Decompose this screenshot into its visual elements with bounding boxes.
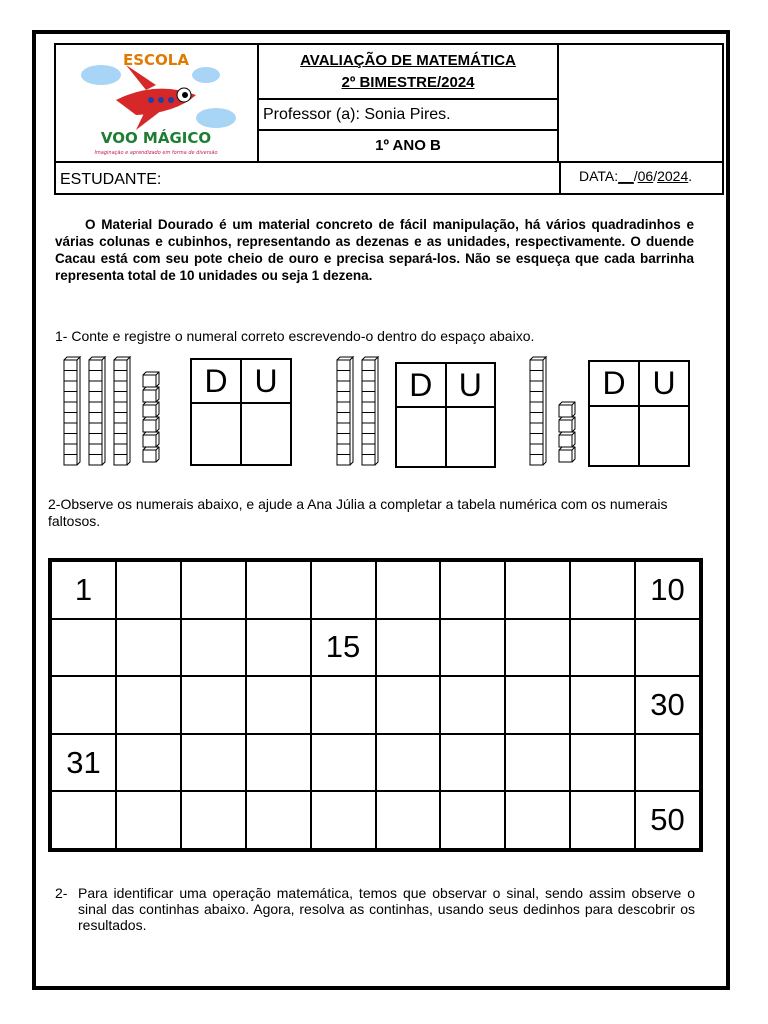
du-answer-u[interactable]	[242, 400, 290, 464]
du-label-u: U	[254, 363, 278, 399]
student-label: ESTUDANTE:	[60, 171, 162, 188]
table-cell[interactable]	[570, 561, 635, 619]
unit-cube	[559, 447, 575, 462]
question-3	[55, 885, 695, 933]
du-answer-d[interactable]	[192, 400, 242, 464]
table-cell[interactable]	[505, 676, 570, 734]
table-cell[interactable]	[505, 791, 570, 849]
unit-cube	[143, 372, 159, 387]
table-cell[interactable]	[311, 791, 376, 849]
exam-period: 2º BIMESTRE/2024	[341, 74, 475, 91]
date-sep-2: /	[653, 168, 658, 184]
date-end: .	[688, 168, 693, 184]
du-label-d: D	[192, 360, 242, 402]
table-cell[interactable]	[116, 619, 181, 677]
header-table	[54, 43, 724, 195]
table-cell[interactable]	[246, 676, 311, 734]
table-cell[interactable]: 50	[635, 791, 700, 849]
table-cell[interactable]	[181, 791, 246, 849]
material-group-3	[528, 355, 588, 470]
du-answer-u[interactable]	[640, 403, 688, 465]
ten-bar	[337, 357, 353, 465]
du-answer-u[interactable]	[447, 404, 495, 466]
du-label-u: U	[458, 367, 482, 403]
table-cell[interactable]	[570, 791, 635, 849]
table-cell[interactable]	[505, 561, 570, 619]
table-cell[interactable]	[246, 561, 311, 619]
table-cell[interactable]: 31	[51, 734, 116, 792]
table-cell[interactable]: 30	[635, 676, 700, 734]
table-cell[interactable]	[311, 676, 376, 734]
table-cell[interactable]	[376, 561, 441, 619]
du-label-d: D	[397, 364, 447, 406]
table-cell[interactable]	[440, 791, 505, 849]
table-cell[interactable]: 10	[635, 561, 700, 619]
unit-cube	[143, 387, 159, 402]
table-cell[interactable]	[570, 734, 635, 792]
table-cell[interactable]	[246, 619, 311, 677]
table-cell[interactable]	[311, 561, 376, 619]
unit-cube	[143, 402, 159, 417]
ten-bar	[530, 357, 546, 465]
table-cell[interactable]	[440, 734, 505, 792]
table-cell[interactable]	[116, 734, 181, 792]
table-cell[interactable]	[440, 561, 505, 619]
ten-bar	[362, 357, 378, 465]
table-cell[interactable]	[51, 791, 116, 849]
exam-title: AVALIAÇÃO DE MATEMÁTICA	[300, 52, 516, 69]
unit-cube	[559, 432, 575, 447]
table-cell[interactable]	[570, 619, 635, 677]
table-cell[interactable]	[311, 734, 376, 792]
du-label-u: U	[652, 365, 676, 401]
du-label-d: D	[590, 362, 640, 405]
table-cell[interactable]	[181, 734, 246, 792]
date-field[interactable]	[559, 163, 724, 195]
date-year: 2024	[657, 168, 689, 184]
unit-cube	[559, 402, 575, 417]
table-cell[interactable]	[635, 619, 700, 677]
unit-cube	[143, 432, 159, 447]
date-month: 06	[637, 168, 654, 184]
table-cell[interactable]	[116, 676, 181, 734]
unit-cube	[143, 447, 159, 462]
date-day-blank: __	[618, 168, 634, 184]
teacher-name: Professor (a): Sonia Pires.	[259, 100, 557, 131]
table-cell[interactable]	[181, 676, 246, 734]
table-cell[interactable]	[570, 676, 635, 734]
question-1: 1- Conte e registre o numeral correto escrevendo-o dentro do espaço abaixo.	[55, 328, 535, 344]
table-cell[interactable]	[440, 619, 505, 677]
table-cell[interactable]	[181, 619, 246, 677]
ten-bar	[114, 357, 130, 465]
du-box-1[interactable]	[190, 358, 292, 466]
logo-text-top: ESCOLA	[123, 51, 189, 69]
table-cell[interactable]	[376, 619, 441, 677]
ten-bar	[89, 357, 105, 465]
material-group-2	[335, 355, 395, 470]
question-3-number: 2-	[55, 885, 68, 901]
table-cell[interactable]	[116, 561, 181, 619]
table-cell[interactable]	[246, 734, 311, 792]
date-label: DATA:	[579, 168, 619, 184]
table-cell[interactable]	[181, 561, 246, 619]
unit-cube	[143, 417, 159, 432]
table-cell[interactable]	[376, 676, 441, 734]
logo-text-bottom: VOO MÁGICO	[100, 129, 212, 147]
intro-paragraph: O Material Dourado é um material concreto de fácil manipulação, há vários quadradinhos e várias colunas e cubinhos, representando as dezenas e as unidades, respectivamente. O duende Cacau está com seu pote cheio de ouro e precisa separá-los. Não se esqueça que cada barrinha representa total de 10 unidades ou seja 1 dezena.	[55, 217, 694, 283]
table-cell[interactable]	[376, 791, 441, 849]
number-table	[48, 558, 703, 852]
table-cell[interactable]	[505, 734, 570, 792]
table-cell[interactable]	[246, 791, 311, 849]
table-cell[interactable]	[376, 734, 441, 792]
class-name: 1º ANO B	[375, 137, 441, 154]
du-answer-d[interactable]	[397, 404, 447, 466]
material-group-1	[62, 355, 172, 470]
date-sep-1: /	[633, 168, 638, 184]
table-cell[interactable]	[51, 676, 116, 734]
unit-cube	[559, 417, 575, 432]
table-cell[interactable]: 15	[311, 619, 376, 677]
question-3-text: Para identificar uma operação matemática, temos que observar o sinal, sendo assim observe o sinal das continhas abaixo. Agora, resolva as continhas, usando seus dedinhos para descobrir os resultados.	[78, 885, 695, 933]
table-cell[interactable]	[440, 676, 505, 734]
school-logo	[56, 45, 259, 161]
logo-tagline: Imaginação e aprendizado em forma de diversão	[94, 150, 218, 156]
table-cell[interactable]	[116, 791, 181, 849]
table-cell[interactable]: 1	[51, 561, 116, 619]
table-cell[interactable]	[505, 619, 570, 677]
question-2: 2-Observe os numerais abaixo, e ajude a Ana Júlia a completar a tabela numérica com os numerais faltosos.	[48, 496, 668, 529]
du-box-3[interactable]	[588, 360, 690, 467]
table-cell[interactable]	[51, 619, 116, 677]
du-answer-d[interactable]	[590, 403, 640, 465]
ten-bar	[64, 357, 80, 465]
du-box-2[interactable]	[395, 362, 496, 468]
table-cell[interactable]	[635, 734, 700, 792]
